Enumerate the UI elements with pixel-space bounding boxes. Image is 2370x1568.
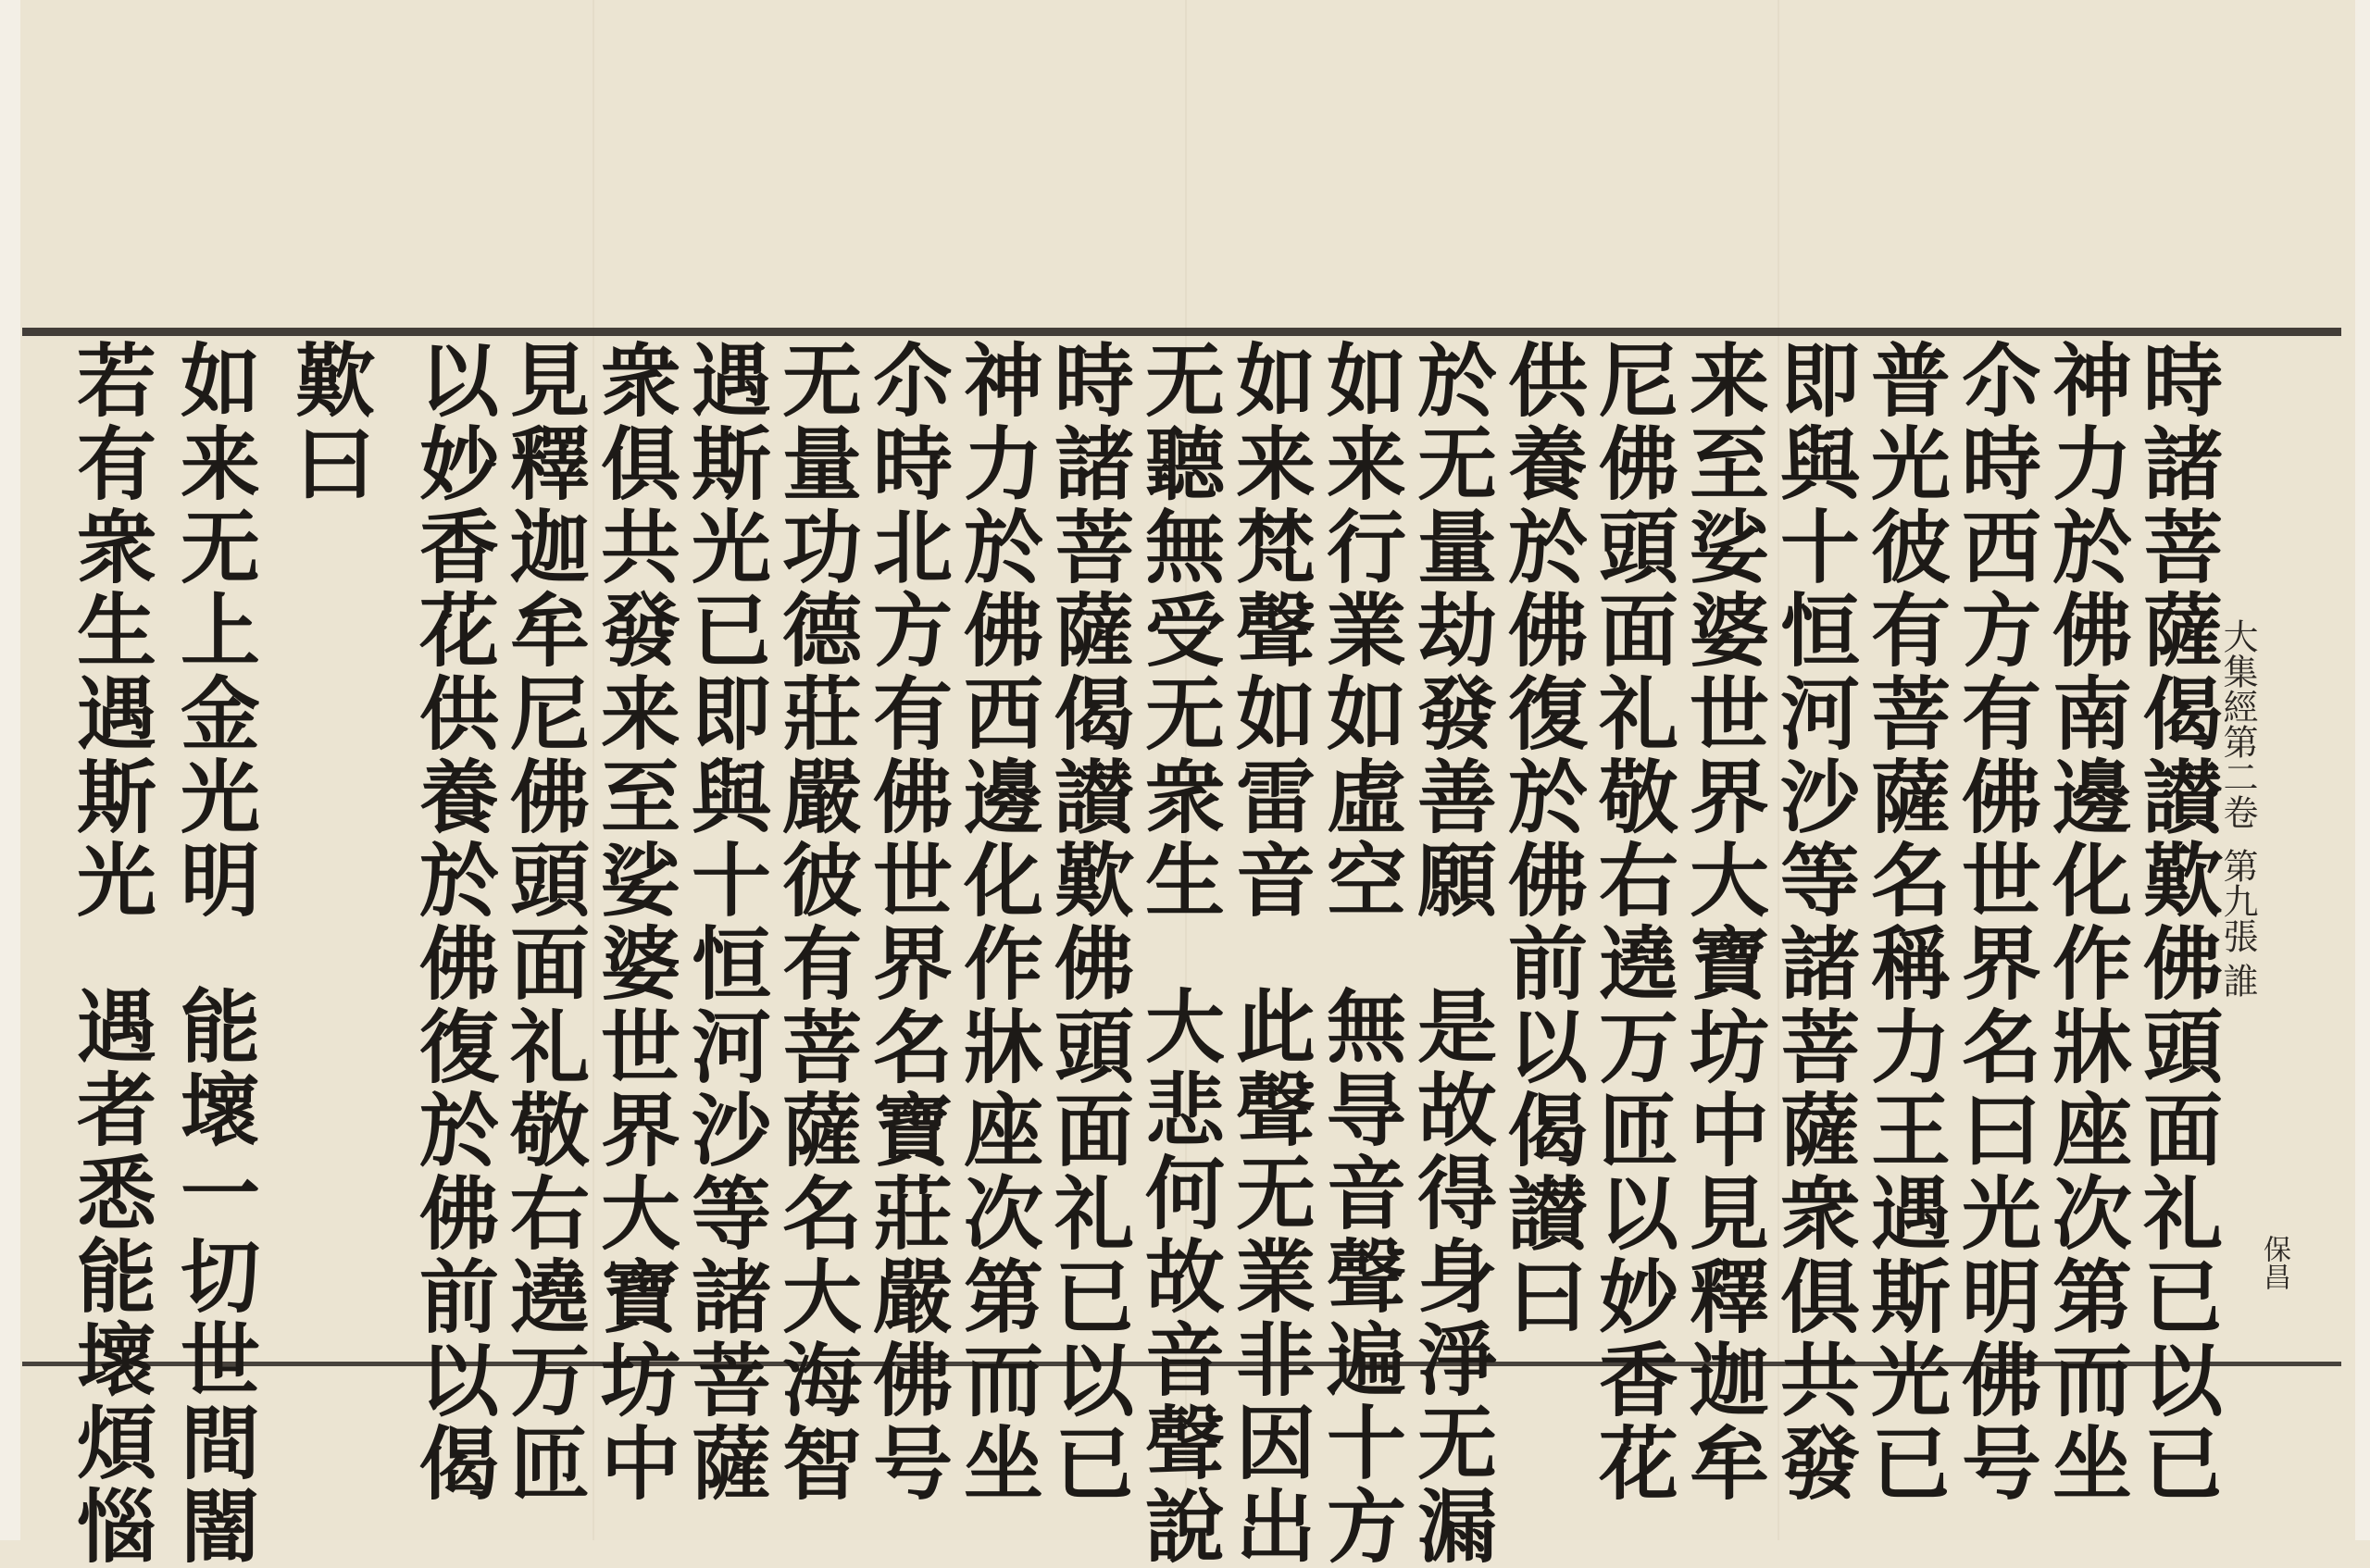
text-column	[1766, 339, 1860, 1505]
text-column	[859, 339, 953, 1505]
column-text: 衆俱共發来至娑婆世界大寶坊中	[587, 339, 680, 1505]
verse-line-lower: 是故得身淨无漏	[1403, 985, 1497, 1568]
top-border-rule	[22, 328, 2341, 336]
text-column	[678, 339, 771, 1505]
verse-column	[63, 339, 156, 1568]
text-column	[2039, 339, 2132, 1505]
column-text: 来至娑婆世界大寶坊中見釋迦牟	[1676, 339, 1769, 1505]
column-text: 普光彼有菩薩名稱力王遇斯光已	[1857, 339, 1951, 1505]
text-column	[405, 339, 499, 1505]
verse-line-upper: 若有衆生遇斯光	[63, 339, 156, 922]
column-text: 尒時北方有佛世界名寶莊嚴佛号	[859, 339, 953, 1505]
column-text: 以妙香花供養於佛復於佛前以偈	[405, 339, 499, 1505]
verse-column	[1403, 339, 1497, 1568]
margin-page: 第九張	[2217, 848, 2258, 953]
verse-column	[167, 339, 260, 1568]
verse-line-upper: 如来无上金光明	[167, 339, 260, 922]
column-text: 神力於佛西邊化作牀座次第而坐	[950, 339, 1043, 1505]
text-column	[281, 339, 374, 1359]
margin-note	[2216, 618, 2259, 998]
text-block	[44, 339, 2239, 1568]
column-text: 即與十恒河沙等諸菩薩衆俱共發	[1766, 339, 1860, 1505]
column-text: 供養於佛復於佛前以偈讃曰	[1494, 339, 1588, 1338]
text-column	[2129, 339, 2223, 1505]
text-column	[587, 339, 680, 1505]
column-text: 見釋迦牟尼佛頭面礼敬右遶万匝	[496, 339, 590, 1505]
verse-line-lower: 無㝵音聲遍十方	[1313, 985, 1406, 1568]
text-column	[950, 339, 1043, 1505]
column-text: 遇斯光已即與十恒河沙等諸菩薩	[678, 339, 771, 1505]
text-column	[1676, 339, 1769, 1505]
collector-mark: 保昌	[2258, 1235, 2290, 1290]
column-text: 神力於佛南邊化作牀座次第而坐	[2039, 339, 2132, 1505]
margin-title: 大集經第二卷	[2217, 618, 2258, 829]
verse-line-upper: 如来梵聲如雷音	[1222, 339, 1316, 922]
verse-line-lower: 大悲何故音聲說	[1131, 985, 1225, 1568]
verse-column	[1222, 339, 1316, 1568]
column-text: 尼佛頭面礼敬右遶万匝以妙香花	[1585, 339, 1678, 1505]
verse-line-lower: 此聲无業非因出	[1222, 985, 1316, 1568]
text-column	[1494, 339, 1587, 1359]
text-column	[1041, 339, 1134, 1505]
verse-column	[1313, 339, 1406, 1568]
margin-mark: 誰	[2217, 963, 2258, 998]
text-column	[496, 339, 590, 1505]
verse-line-upper: 於无量劫發善願	[1403, 339, 1497, 922]
page-right-edge	[2355, 0, 2370, 1540]
text-column	[1948, 339, 2041, 1505]
column-text: 尒時西方有佛世界名曰光明佛号	[1948, 339, 2041, 1505]
verse-line-upper: 无聽無受无衆生	[1131, 339, 1225, 922]
text-column	[1585, 339, 1678, 1505]
page-left-edge	[0, 0, 20, 1540]
column-text: 无量功德莊嚴彼有菩薩名大海智	[768, 339, 862, 1505]
text-column	[1857, 339, 1951, 1505]
column-text: 時諸菩薩偈讃歎佛頭面礼已以已	[2129, 339, 2223, 1505]
verse-line-lower: 遇者悉能壞煩惱	[63, 985, 156, 1568]
column-text: 歎曰	[281, 339, 375, 505]
verse-line-lower: 能壞一切世間闇	[167, 985, 260, 1568]
column-text: 時諸菩薩偈讃歎佛頭面礼已以已	[1041, 339, 1134, 1505]
verse-line-upper: 如来行業如虛空	[1313, 339, 1406, 922]
verse-column	[1131, 339, 1225, 1568]
text-column	[768, 339, 862, 1505]
